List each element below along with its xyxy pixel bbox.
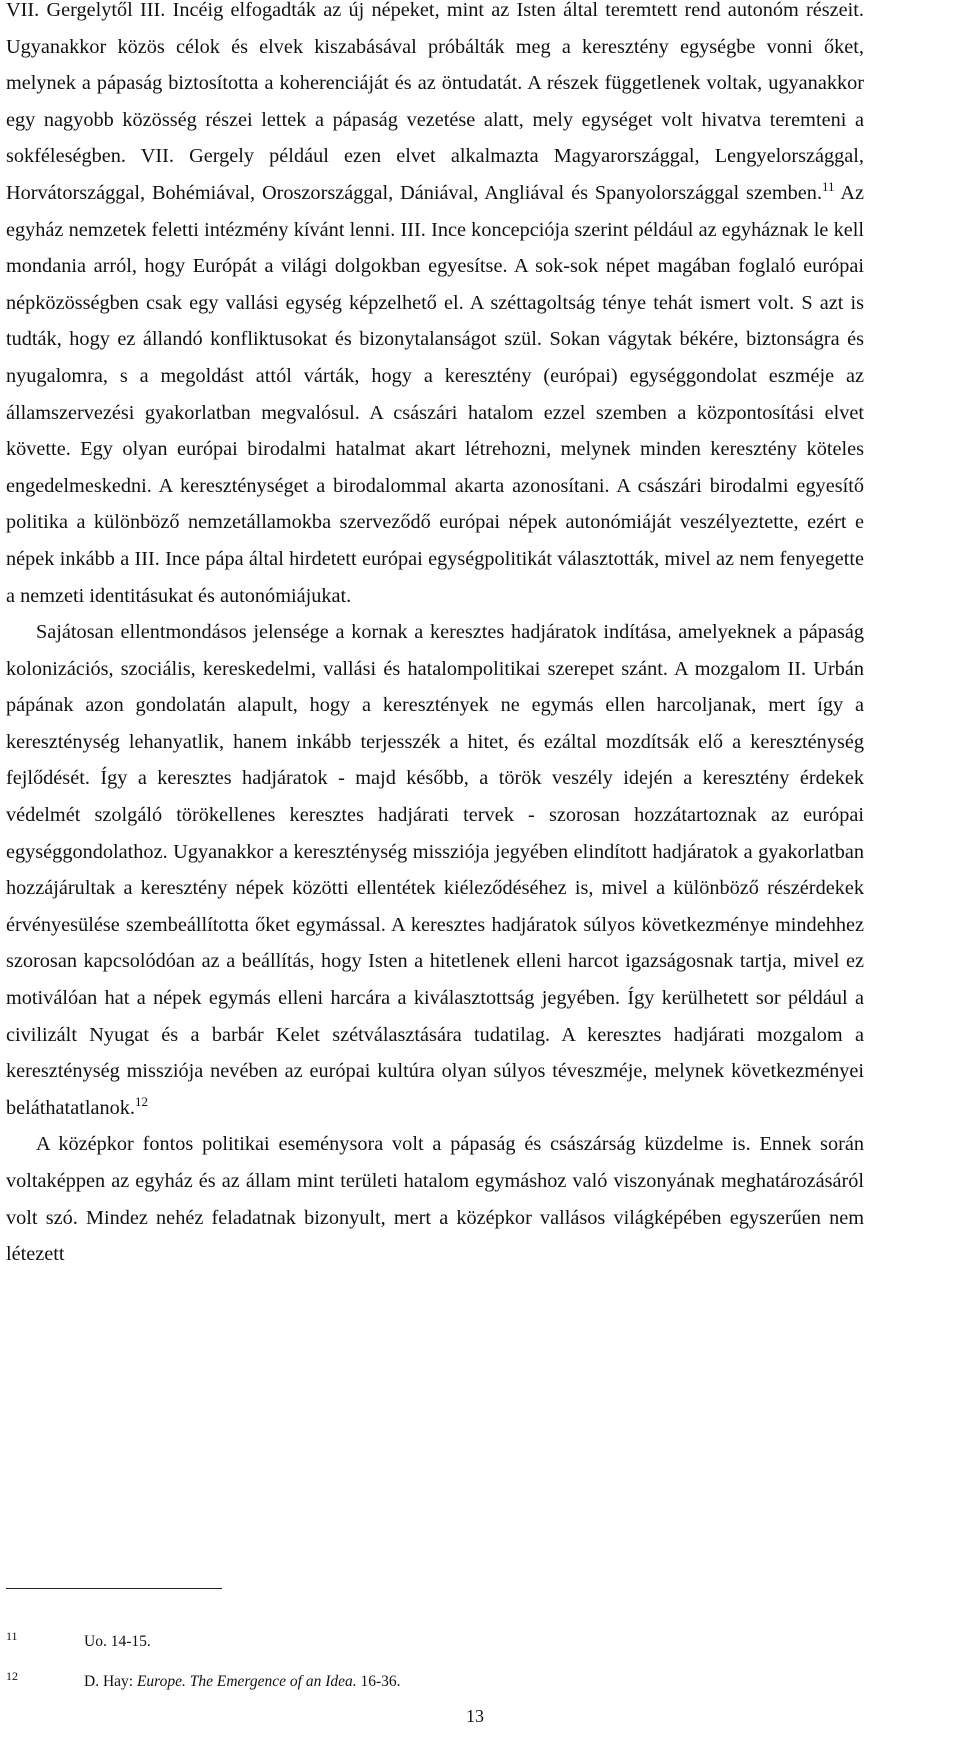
paragraph-1	[6, 0, 864, 614]
footnote-number: 11	[6, 1629, 18, 1643]
page-number: 13	[466, 1706, 484, 1726]
footnote-title: Europe. The Emergence of an Idea.	[136, 1673, 357, 1690]
paragraph-3	[6, 1126, 864, 1272]
footnote-number: 12	[6, 1669, 18, 1683]
page-body	[6, 0, 864, 1273]
footnote-12	[6, 1666, 401, 1692]
footnote-11	[6, 1626, 151, 1652]
footnote-ref-12[interactable]: 12	[134, 1093, 148, 1109]
footnote-pages: 16-36.	[356, 1673, 401, 1690]
paragraph-3-text: A középkor fontos politikai eseménysora volt a pápaság és császárság küzdelme is. Ennek során voltaképpen az egyház és az állam mint területi hatalom egymáshoz való viszonyának meghatározásáról volt szó. Mindez nehéz feladatnak bizonyult, mert a középkor vallásos világképében egyszerűen nem létezett	[6, 1133, 864, 1266]
footnote-divider	[6, 1588, 222, 1589]
paragraph-1-text-a: VII. Gergelytől III. Incéig elfogadták az új népeket, mint az Isten által teremtett rend autonóm részeit. Ugyanakkor közös célok és elvek kiszabásával próbálták meg a keresztény egységbe vonni őket, melynek a pápaság biztosította a koherenciáját és az öntudatát. A részek függetlenek voltak, ugyanakkor egy nagyobb közösség részei lettek a pápaság vezetése alatt, mely egységet volt hivatva teremteni a sokféleségben. VII. Gergely például ezen elvet alkalmazta Magyarországgal, Lengyelországgal, Horvátországgal, Bohémiával, Oroszországgal, Dániával, Angliával és Spanyolországgal szemben.	[6, 0, 864, 204]
footnote-author: D. Hay:	[84, 1673, 137, 1690]
footnote-ref-11[interactable]: 11	[822, 178, 835, 194]
paragraph-2	[6, 614, 864, 1126]
paragraph-2-text: Sajátosan ellentmondásos jelensége a kornak a keresztes hadjáratok indítása, amelyeknek a pápaság kolonizációs, szociális, kereskedelmi, vallási és hatalompolitikai szerepet szánt. A mozgalom II. Urbán pápának azon gondolatán alapult, hogy a keresztények ne egymás ellen harcoljanak, mert így a kereszténység lehanyatlik, hanem inkább terjesszék a hitet, és ezáltal mozdítsák elő a kereszténység fejlődését. Így a keresztes hadjáratok - majd később, a török veszély idején a keresztény érdekek védelmét szolgáló törökellenes keresztes hadjárati tervek - szorosan hozzátartoznak az európai egységgondolathoz. Ugyanakkor a kereszténység missziója jegyében elindított hadjáratok a gyakorlatban hozzájárultak a keresztény népek közötti ellentétek kiéleződéséhez is, mivel a különböző részérdekek érvényesülése szembeállította őket egymással. A keresztes hadjáratok súlyos következménye mindehhez szorosan kapcsolódóan az a beállítás, hogy Isten a hitetlenek elleni harcot igazságosnak tartja, mivel ez motiválóan hat a népek egymás elleni harcára a kiválasztottság jegyében. Így kerülhetett sor például a civilizált Nyugat és a barbár Kelet szétválasztására tudatilag. A keresztes hadjárati mozgalom a kereszténység missziója nevében az európai kultúra olyan súlyos téveszméje, melynek következményei beláthatatlanok.	[6, 621, 864, 1119]
paragraph-1-text-b: Az egyház nemzetek feletti intézmény kívánt lenni. III. Ince koncepciója szerint például az egyháznak le kell mondania arról, hogy Európát a világi dolgokban egyesítse. A sok-sok népet magában foglaló európai népközösségben csak egy vallási egység képzelhető el. A széttagoltság ténye tehát ismert volt. S azt is tudták, hogy ez állandó konfliktusokat és bizonytalanságot szül. Sokan vágytak békére, biztonságra és nyugalomra, s a megoldást attól várták, hogy a keresztény (európai) egységgondolat eszméje az államszervezési gyakorlatban megvalósul. A császári hatalom ezzel szemben a központosítási elvet követte. Egy olyan európai birodalmi hatalmat akart létrehozni, melynek minden keresztény köteles engedelmeskedni. A kereszténységet a birodalommal akarta azonosítani. A császári birodalmi egyesítő politika a különböző nemzetállamokba szerveződő európai népek autonómiáját veszélyeztette, ezért e népek inkább a III. Ince pápa által hirdetett európai egységpolitikát választották, mivel az nem fenyegette a nemzeti identitásukat és autonómiájukat.	[6, 181, 864, 607]
footnote-text: Uo. 14-15.	[84, 1633, 151, 1650]
